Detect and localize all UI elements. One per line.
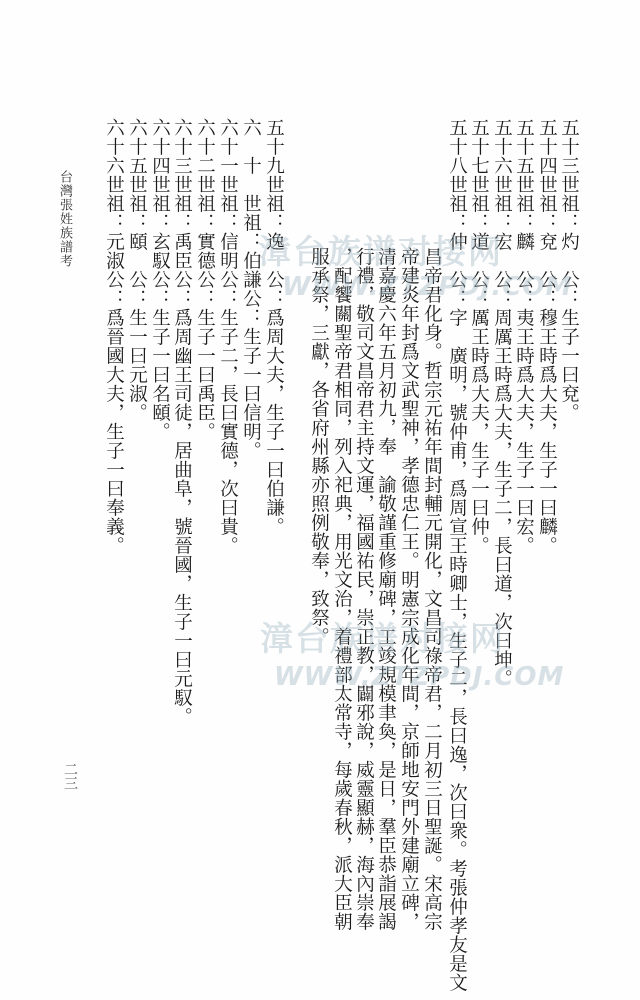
watermark-url: WWW.ZTZPDJ.COM [282, 272, 573, 302]
book-title: 台灣張姓族譜考 [57, 170, 72, 268]
watermark-text: 漳台族谱对接网 [260, 619, 505, 658]
text-column: 五十五世祖：麟 公：夷王時爲大夫，生子一曰宏。 [513, 118, 535, 555]
watermark-url: WWW.ZTZPDJ.COM [274, 662, 565, 692]
text-column: 行禮，敬司文昌帝君主持文運，福國祐民，崇正教，闢邪說，威靈顯赫，海內崇奉 [353, 247, 375, 931]
text-column: 五十八世祖：仲 公：字 廣明，號仲甫，爲周宣王時卿士，生子二，長曰逸，次曰衆。考張仲孝友是文 [446, 118, 468, 992]
text-column: 帝建炎年封爲文武聖神，孝德忠仁王。明憲宗成化年間，京師地安門外建廟立碑， [398, 247, 420, 931]
text-column: 六十五世祖：頤 公：生一曰元淑。 [126, 118, 148, 422]
watermark-text: 漳台族谱对接网 [258, 232, 503, 271]
text-column: 五十六世祖：宏 公：周厲王時爲大夫，生子二，長曰道，次曰坤。 [491, 118, 513, 688]
text-column: 五十四世祖：兗 公：穆王時爲大夫，生子一曰麟。 [536, 118, 558, 555]
text-column: 五十三世祖：灼 公：生子一曰兗。 [558, 118, 580, 422]
text-column: 六十二世祖：實德公：生子一曰禹臣。 [194, 118, 216, 441]
text-column: 清嘉慶六年五月初九，奉 諭敬謹重修廟碑，工竣規模聿奐，是日，羣臣恭詣展謁 [375, 247, 397, 931]
text-column: 六十六世祖：元淑公：爲晉國大夫，生子一曰奉義。 [103, 118, 125, 555]
text-column: 五十九世祖：逸 公：爲周大夫，生子一曰伯謙。 [263, 118, 285, 536]
text-column: ，配饗關聖帝君相同，列入祀典，用光文治，着禮部太常寺，每歲春秋，派大臣朝 [331, 247, 353, 931]
text-column: 五十七世祖：道 公：厲王時爲大夫，生子一曰仲。 [468, 118, 490, 555]
text-column: 六十三世祖：禹臣公：爲周幽王司徒，居曲阜，號晉國，生子一曰元馭。 [171, 118, 193, 726]
text-column: 六十四世祖：玄馭公：生子一曰名頤。 [149, 118, 171, 441]
text-column: 六十一世祖：信明公：生子二，長曰實德，次曰貴。 [217, 118, 239, 555]
page-number: 二三 [62, 762, 78, 790]
text-column: 昌帝君化身。哲宗元祐年間封輔元開化，文昌司祿帝君，二月初三日聖誕。宋高宗 [421, 247, 443, 931]
text-column: 六 十 世祖：伯謙公：生子一曰信明。 [240, 118, 262, 460]
text-column: 服承祭，三獻，各省府州縣亦照例敬奉，致祭。 [308, 247, 330, 646]
